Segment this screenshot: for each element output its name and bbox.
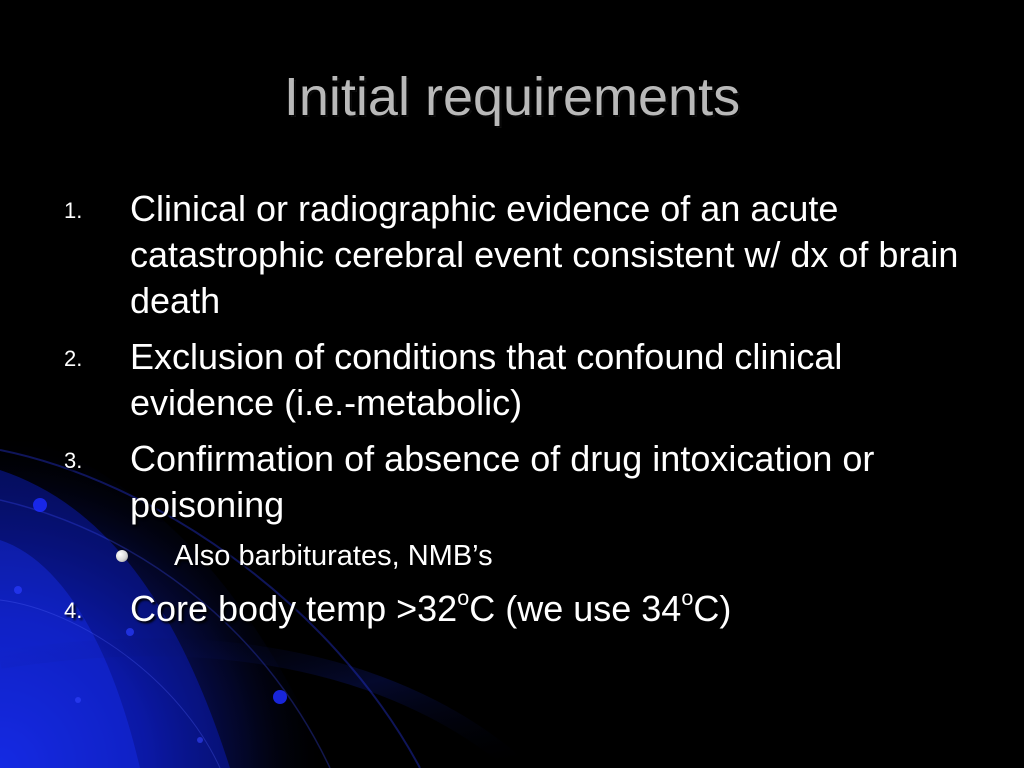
- degree-superscript-1: o: [457, 584, 470, 610]
- list-item-text: [130, 584, 732, 629]
- list-item-text: Confirmation of absence of drug intoxication or poisoning: [130, 438, 875, 525]
- sub-list-item: [60, 536, 980, 576]
- list-item-2: [60, 334, 980, 426]
- numbered-list: [60, 186, 980, 642]
- list-number: 4.: [64, 598, 83, 623]
- temp-text-before: Core body temp >32: [130, 588, 458, 629]
- list-item-text: Exclusion of conditions that confound clinical evidence (i.e.-metabolic): [130, 336, 843, 423]
- list-number: 3.: [64, 448, 83, 473]
- sub-list-item-text: Also barbiturates, NMB’s: [174, 540, 493, 572]
- list-number: 1.: [64, 198, 83, 223]
- list-item-3: [60, 436, 980, 528]
- bullet-dot-icon: [116, 550, 128, 562]
- list-item-4: [60, 586, 980, 632]
- degree-superscript-2: o: [681, 584, 694, 610]
- slide-title: Initial requirements: [283, 67, 741, 127]
- list-number: 2.: [64, 346, 83, 371]
- temp-text-middle: C (we use 34: [469, 588, 682, 629]
- list-item-text: Clinical or radiographic evidence of an acute catastrophic cerebral event consistent w/ dx of brain death: [130, 188, 959, 321]
- list-item-1: [60, 186, 980, 324]
- temp-text-after: C): [693, 588, 732, 629]
